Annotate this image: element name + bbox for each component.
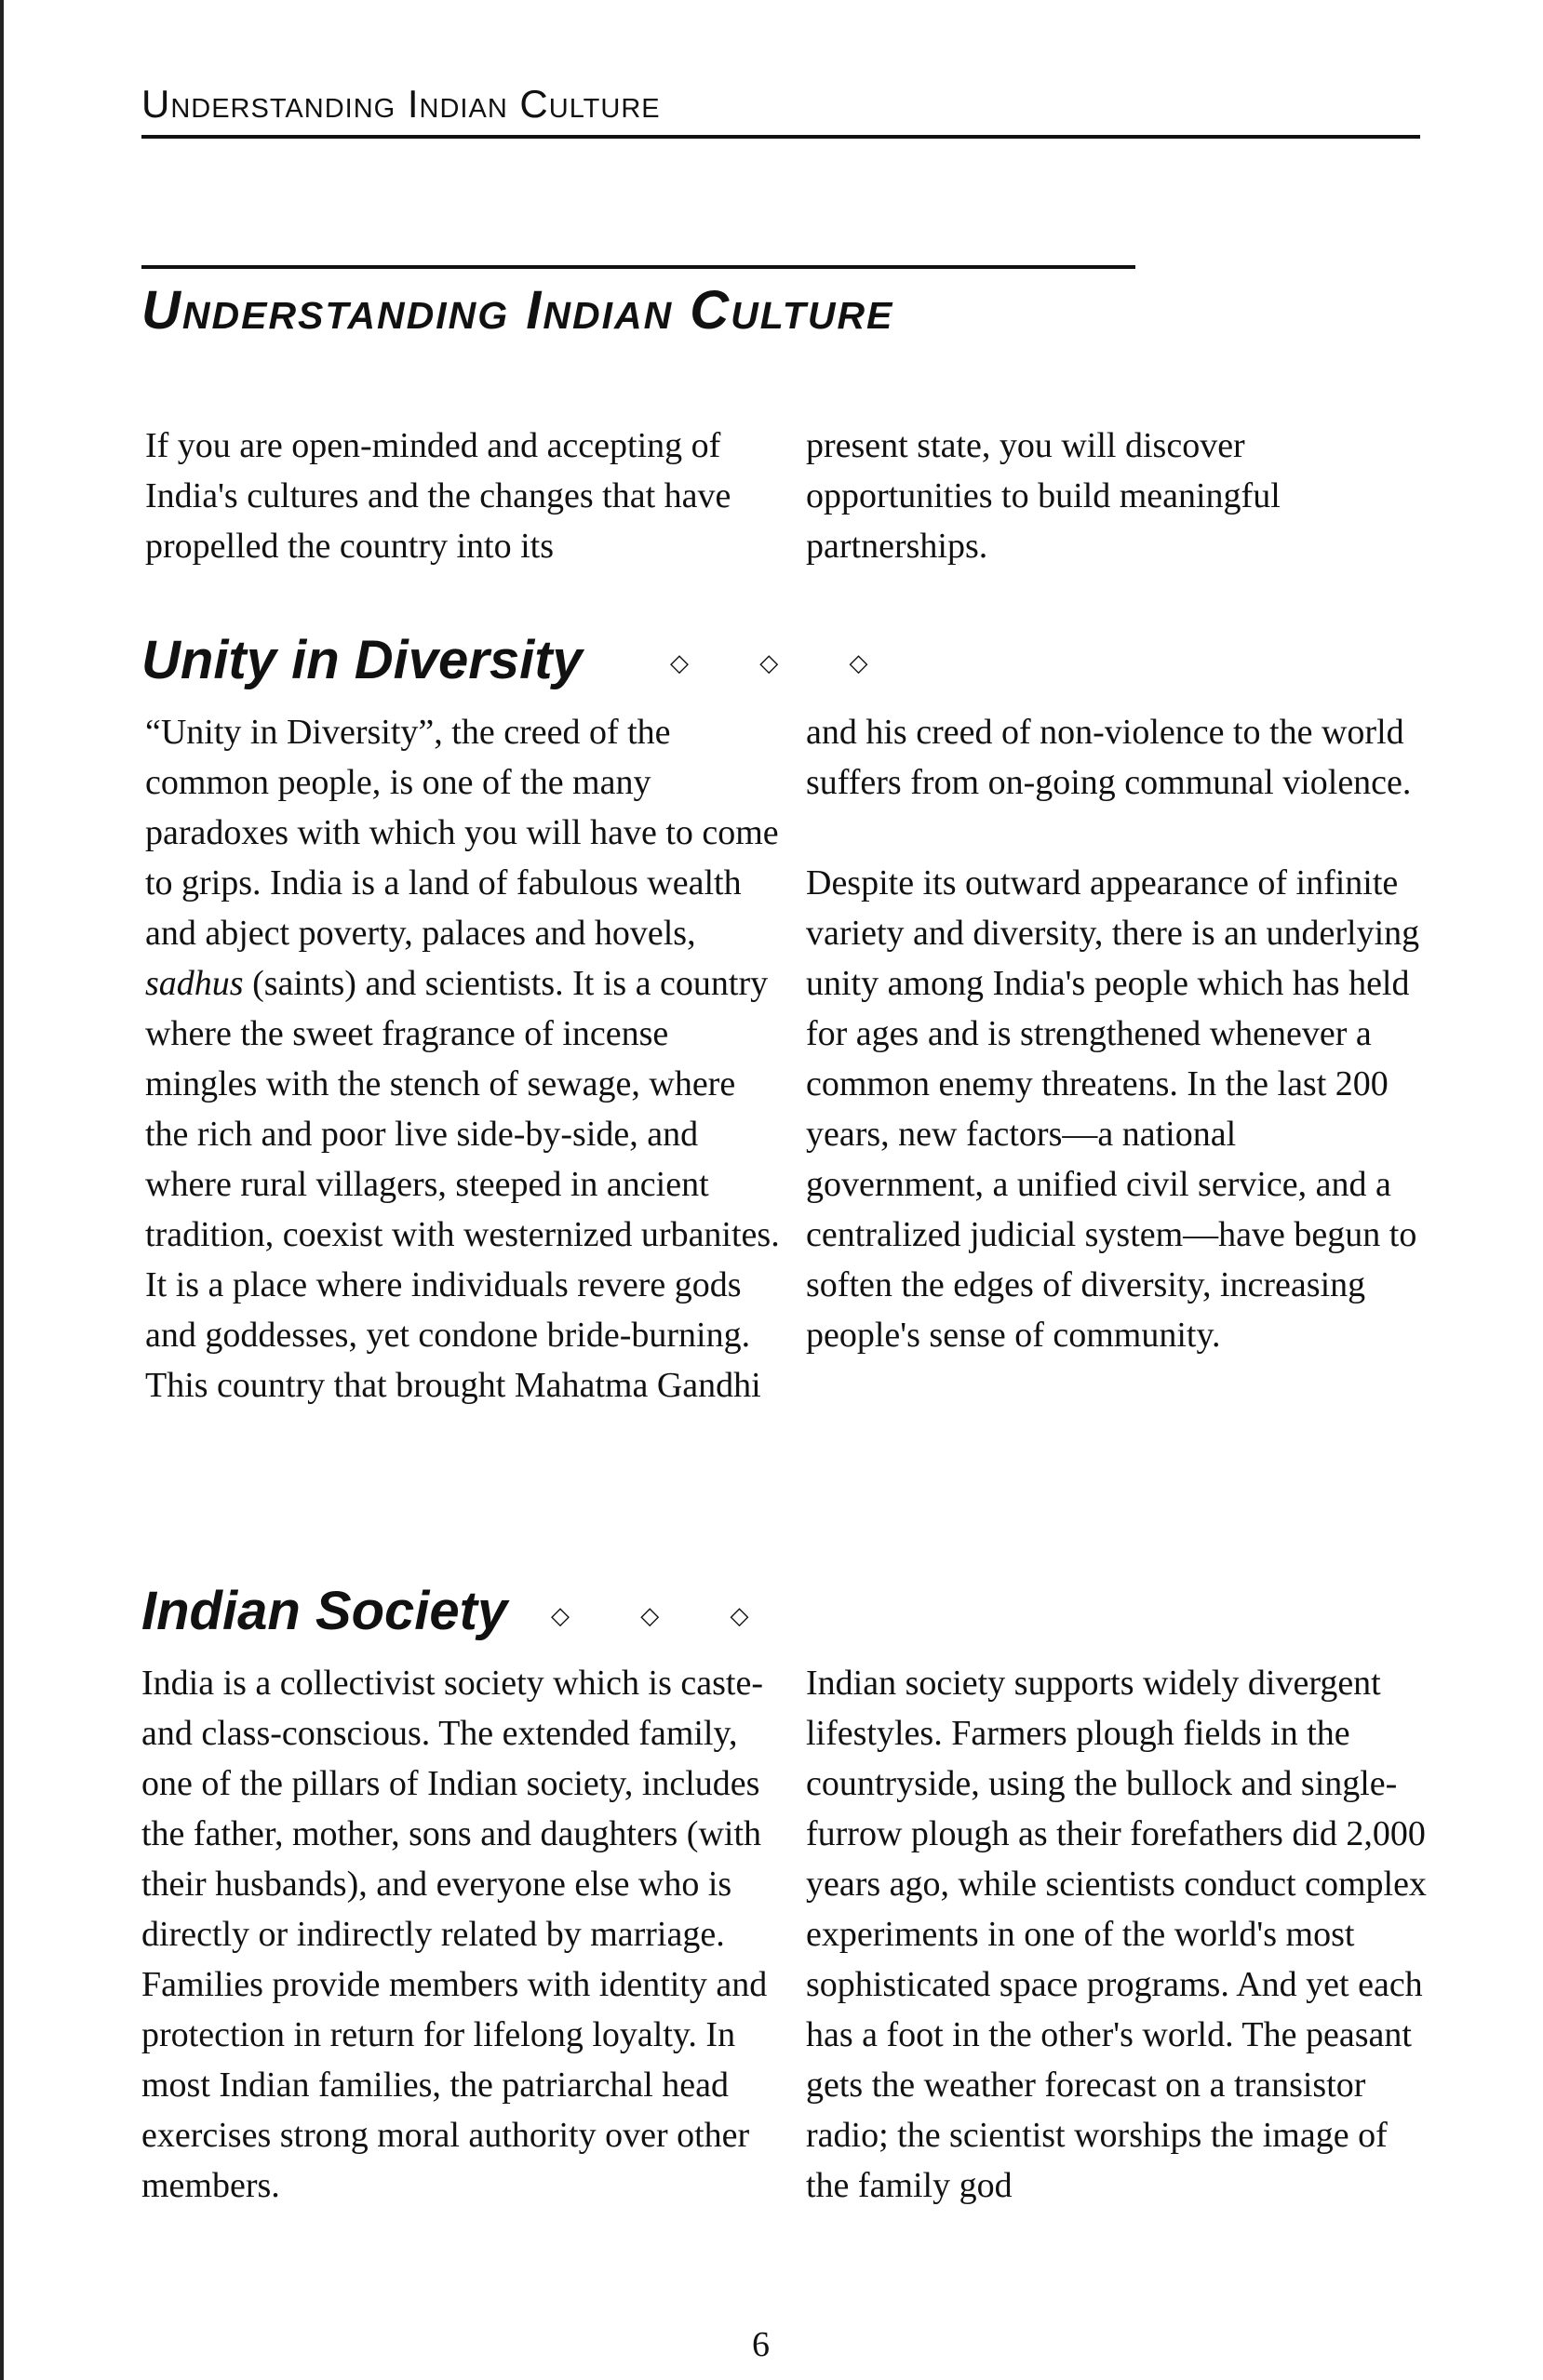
section-title-indian-society: Indian Society (141, 1581, 508, 1641)
unity-right-paragraph-1: and his creed of non-violence to the world suffers from on-going communal violence. (806, 713, 1412, 802)
intro-left-column (145, 421, 778, 571)
intro-left-paragraph: If you are open-minded and accepting of India's cultures and the changes that have propelled the country into its (145, 426, 731, 566)
unity-right-paragraph-2: Despite its outward appearance of infinite variety and diversity, there is an underlying unity among India's people which has held for ages and is strengthened whenever a common enemy threatens. In the last 200 years, new factors—a national government, a unified civil service, and a centralized judicial system—have begun to soften the edges of diversity, increasing people's sense of community. (806, 863, 1420, 1355)
running-header: Understanding Indian Culture (141, 82, 661, 126)
page-edge (0, 0, 4, 2380)
unity-left-paragraph: “Unity in Diversity”, the creed of the common people, is one of the many paradoxes with which you will have to come to grips. India is a land of fabulous wealth and abject poverty, palaces and hovels, sadhus (saints) and scientists. It is a country where the sweet fragrance of incense mingles with the stench of sewage, where the rich and poor live side-by-side, and where rural villagers, steeped in ancient tradition, coexist with westernized urbanites. It is a place where individuals revere gods and goddesses, yet condone bride-burning. This country that brought Mahatma Gandhi (145, 713, 780, 1405)
society-right-column (806, 1658, 1429, 2211)
society-left-column (141, 1658, 784, 2211)
society-left-paragraph: India is a collectivist society which is caste- and class-conscious. The extended family, one of the pillars of Indian society, includes the father, mother, sons and daughters (with their husbands), and everyone else who is directly or indirectly related by marriage. Families provide members with identity and protection in return for lifelong loyalty. In most Indian families, the patriarchal head exercises strong moral authority over other members. (141, 1664, 768, 2205)
section-title-unity-in-diversity: Unity in Diversity (141, 630, 583, 690)
title-rule (141, 265, 1135, 269)
page-number: 6 (752, 2325, 770, 2364)
intro-right-paragraph: present state, you will discover opportunities to build meaningful partnerships. (806, 426, 1281, 566)
section-ornament-diamonds: ◇ ◇ ◇ (551, 1602, 781, 1630)
intro-right-column (806, 421, 1420, 571)
section-ornament-diamonds: ◇ ◇ ◇ (670, 649, 900, 677)
unity-right-column (806, 707, 1420, 1360)
unity-left-column (145, 707, 787, 1411)
society-right-paragraph: Indian society supports widely divergent lifestyles. Farmers plough fields in the countryside, using the bullock and single-furrow plough as their forefathers did 2,000 years ago, while scientists conduct complex experiments in one of the world's most sophisticated space programs. And yet each has a foot in the other's world. The peasant gets the weather forecast on a transistor radio; the scientist worships the image of the family god (806, 1664, 1427, 2205)
page-title: Understanding Indian Culture (141, 280, 894, 341)
header-rule (141, 135, 1420, 139)
